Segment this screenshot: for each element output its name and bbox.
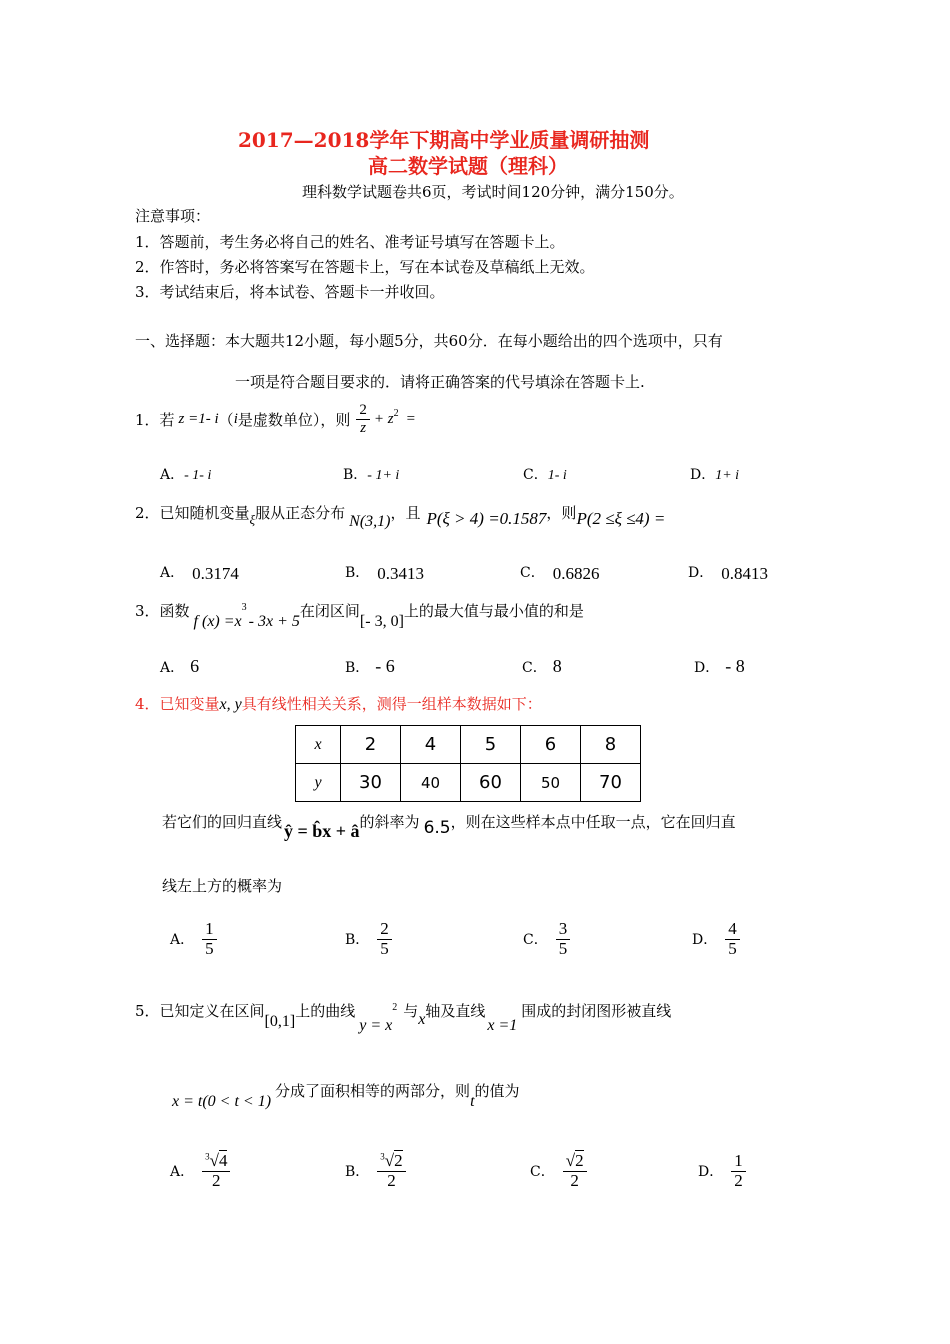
q3-sup: 3 xyxy=(241,602,247,613)
question-1 xyxy=(135,402,415,436)
q4-option-b[interactable]: B． $\frac{2}{5}$ xyxy=(345,920,392,958)
q5-part3: 与 xyxy=(403,1002,419,1020)
q5-option-c-fraction: $\frac{√2}{2}$ xyxy=(563,1152,587,1190)
q5-option-a[interactable]: A． $\frac{^3√4}{2}$ xyxy=(170,1152,230,1190)
table-cell: 60 xyxy=(461,764,521,802)
q5-option-d-fraction: $\frac{1}{2}$ xyxy=(731,1152,746,1190)
radical: $^3$√2 xyxy=(377,1152,405,1172)
q3-part2: 在闭区间 xyxy=(299,602,360,620)
q5-part6: 分成了面积相等的两部分，则 xyxy=(275,1082,471,1100)
q3-option-a[interactable]: A． 6 xyxy=(160,656,200,676)
table-cell: 6 xyxy=(521,726,581,764)
question-2 xyxy=(135,502,666,530)
question-4 xyxy=(135,693,542,714)
q2-option-c[interactable]: C． 0.6826 xyxy=(520,564,600,583)
question-3 xyxy=(135,600,584,630)
q2-prob1: P(ξ > 4) =0.1587 xyxy=(426,509,547,528)
q3-func-tail: - 3x + 5 xyxy=(248,613,300,630)
q4-part1: 4．已知变量 xyxy=(135,695,220,713)
table-header-x: x xyxy=(296,726,341,764)
q3-option-d[interactable]: D． - 8 xyxy=(694,656,745,676)
q3-option-c[interactable]: C． 8 xyxy=(522,656,562,676)
q2-part4: ，则 xyxy=(546,504,577,522)
table-row xyxy=(296,764,641,802)
table-cell: 4 xyxy=(401,726,461,764)
q4-text1: 若它们的回归直线 xyxy=(162,813,283,831)
q4-option-a-fraction: $\frac{1}{5}$ xyxy=(202,920,217,958)
q2-part1: 2．已知随机变量 xyxy=(135,504,250,522)
q1-option-a[interactable]: A．- 1- i xyxy=(160,467,212,483)
q5-option-d[interactable]: D． $\frac{1}{2}$ xyxy=(698,1152,746,1190)
table-cell: 40 xyxy=(401,764,461,802)
q1-sup: 2 xyxy=(393,407,399,419)
question-5 xyxy=(135,1000,672,1034)
note-item-3: 3．考试结束后，将本试卷、答题卡一并收回。 xyxy=(135,283,445,301)
q5-option-a-fraction: $\frac{^3√4}{2}$ xyxy=(202,1152,230,1190)
q2-prob2: P(2 ≤ξ ≤4) = xyxy=(576,509,666,528)
q4-option-b-fraction: $\frac{2}{5}$ xyxy=(377,920,392,958)
q1-i: i xyxy=(233,410,238,427)
note-item-2: 2．作答时，务必将答案写在答题卡上，写在本试卷及草稿纸上无效。 xyxy=(135,258,595,276)
table-cell: 30 xyxy=(341,764,401,802)
q2-option-b[interactable]: B． 0.3413 xyxy=(345,564,425,583)
q1-option-b[interactable]: B．- 1+ i xyxy=(343,467,400,483)
q5-option-b[interactable]: B． $\frac{^3√2}{2}$ xyxy=(345,1152,406,1190)
q4-text2: 的斜率为 xyxy=(359,813,420,831)
q1-tail: + z xyxy=(373,410,394,427)
q4-option-a[interactable]: A． $\frac{1}{5}$ xyxy=(170,920,217,958)
section-heading-line1: 一、选择题：本大题共12小题，每小题5分，共60分．在每小题给出的四个选项中，只有 xyxy=(135,332,723,350)
q5-option-c[interactable]: C． $\frac{√2}{2}$ xyxy=(530,1152,587,1190)
q5-sup: 2 xyxy=(392,1002,398,1013)
table-cell: 70 xyxy=(581,764,641,802)
table-cell: 50 xyxy=(521,764,581,802)
q3-part3: 上的最大值与最小值的和是 xyxy=(403,602,584,620)
table-header-y: y xyxy=(296,764,341,802)
q1-eq: = xyxy=(406,410,416,427)
q5-line: x =1 xyxy=(487,1017,518,1034)
table-row xyxy=(296,726,641,764)
q1-cond: z =1- i xyxy=(178,410,219,427)
q4-regression: ŷ = b̂x + â xyxy=(284,821,360,841)
exam-subtitle-title: 高二数学试题（理科） xyxy=(368,154,568,178)
q1-note: 是虚数单位），则 xyxy=(237,410,351,429)
q2-part2: 服从正态分布 xyxy=(255,504,346,522)
exam-title: 2017—2018学年下期高中学业质量调研抽测 xyxy=(238,128,650,152)
q1-fraction: $\frac{2}{z}$ xyxy=(356,402,370,436)
q2-option-a[interactable]: A． 0.3174 xyxy=(160,564,239,583)
q4-text-line1 xyxy=(162,811,736,841)
table-cell: 2 xyxy=(341,726,401,764)
q1-num: 1．若 xyxy=(135,410,175,429)
q1-option-c[interactable]: C．1- i xyxy=(523,467,567,483)
q5-line2 xyxy=(172,1080,520,1110)
section-heading-line2: 一项是符合题目要求的．请将正确答案的代号填涂在答题卡上. xyxy=(235,373,645,391)
q2-option-d[interactable]: D． 0.8413 xyxy=(688,564,768,583)
q4-text3: ，则在这些样本点中任取一点，它在回归直 xyxy=(450,813,736,831)
q4-option-d[interactable]: D． $\frac{4}{5}$ xyxy=(692,920,740,958)
q5-t: t xyxy=(470,1093,475,1110)
radical: √2 xyxy=(563,1152,587,1172)
table-cell: 5 xyxy=(461,726,521,764)
q3-option-b[interactable]: B． - 6 xyxy=(345,656,395,676)
q5-cut: x = t(0 < t < 1) xyxy=(172,1093,272,1110)
q5-curve: y = x xyxy=(359,1017,393,1034)
sample-data-table xyxy=(295,725,641,802)
exam-info: 理科数学试题卷共6页，考试时间120分钟，满分150分。 xyxy=(302,183,684,201)
note-item-1: 1．答题前，考生务必将自己的姓名、准考证号填写在答题卡上。 xyxy=(135,233,565,251)
q5-part4: 轴及直线 xyxy=(425,1002,486,1020)
q3-part1: 3．函数 xyxy=(135,602,190,620)
q4-part2: 具有线性相关关系，测得一组样本数据如下： xyxy=(241,695,542,713)
q4-option-c[interactable]: C． $\frac{3}{5}$ xyxy=(523,920,570,958)
q2-xi: ξ xyxy=(249,512,256,527)
q2-dist: N(3,1) xyxy=(349,513,391,530)
q5-part1: 5．已知定义在区间 xyxy=(135,1002,265,1020)
q5-part2: 上的曲线 xyxy=(295,1002,356,1020)
q2-part3: ，且 xyxy=(390,504,421,522)
q1-paren: （ xyxy=(218,410,234,429)
q4-vars: x, y xyxy=(219,696,242,713)
q4-option-d-fraction: $\frac{4}{5}$ xyxy=(725,920,740,958)
q5-axis: x xyxy=(418,1011,426,1028)
q4-text-line2: 线左上方的概率为 xyxy=(162,877,283,895)
notes-heading: 注意事项： xyxy=(135,207,211,225)
q3-func: f (x) =x xyxy=(193,613,242,630)
radical: $^3$√4 xyxy=(202,1152,230,1172)
q5-part5: 围成的封闭图形被直线 xyxy=(521,1002,672,1020)
q5-part7: 的值为 xyxy=(474,1082,520,1100)
q5-option-b-fraction: $\frac{^3√2}{2}$ xyxy=(377,1152,405,1190)
q5-interval: [0,1] xyxy=(264,1013,296,1030)
q1-option-d[interactable]: D．1+ i xyxy=(690,467,740,483)
q4-slope: 6.5 xyxy=(423,818,451,838)
table-cell: 8 xyxy=(581,726,641,764)
q4-option-c-fraction: $\frac{3}{5}$ xyxy=(556,920,571,958)
q3-interval: [- 3, 0] xyxy=(359,613,404,630)
